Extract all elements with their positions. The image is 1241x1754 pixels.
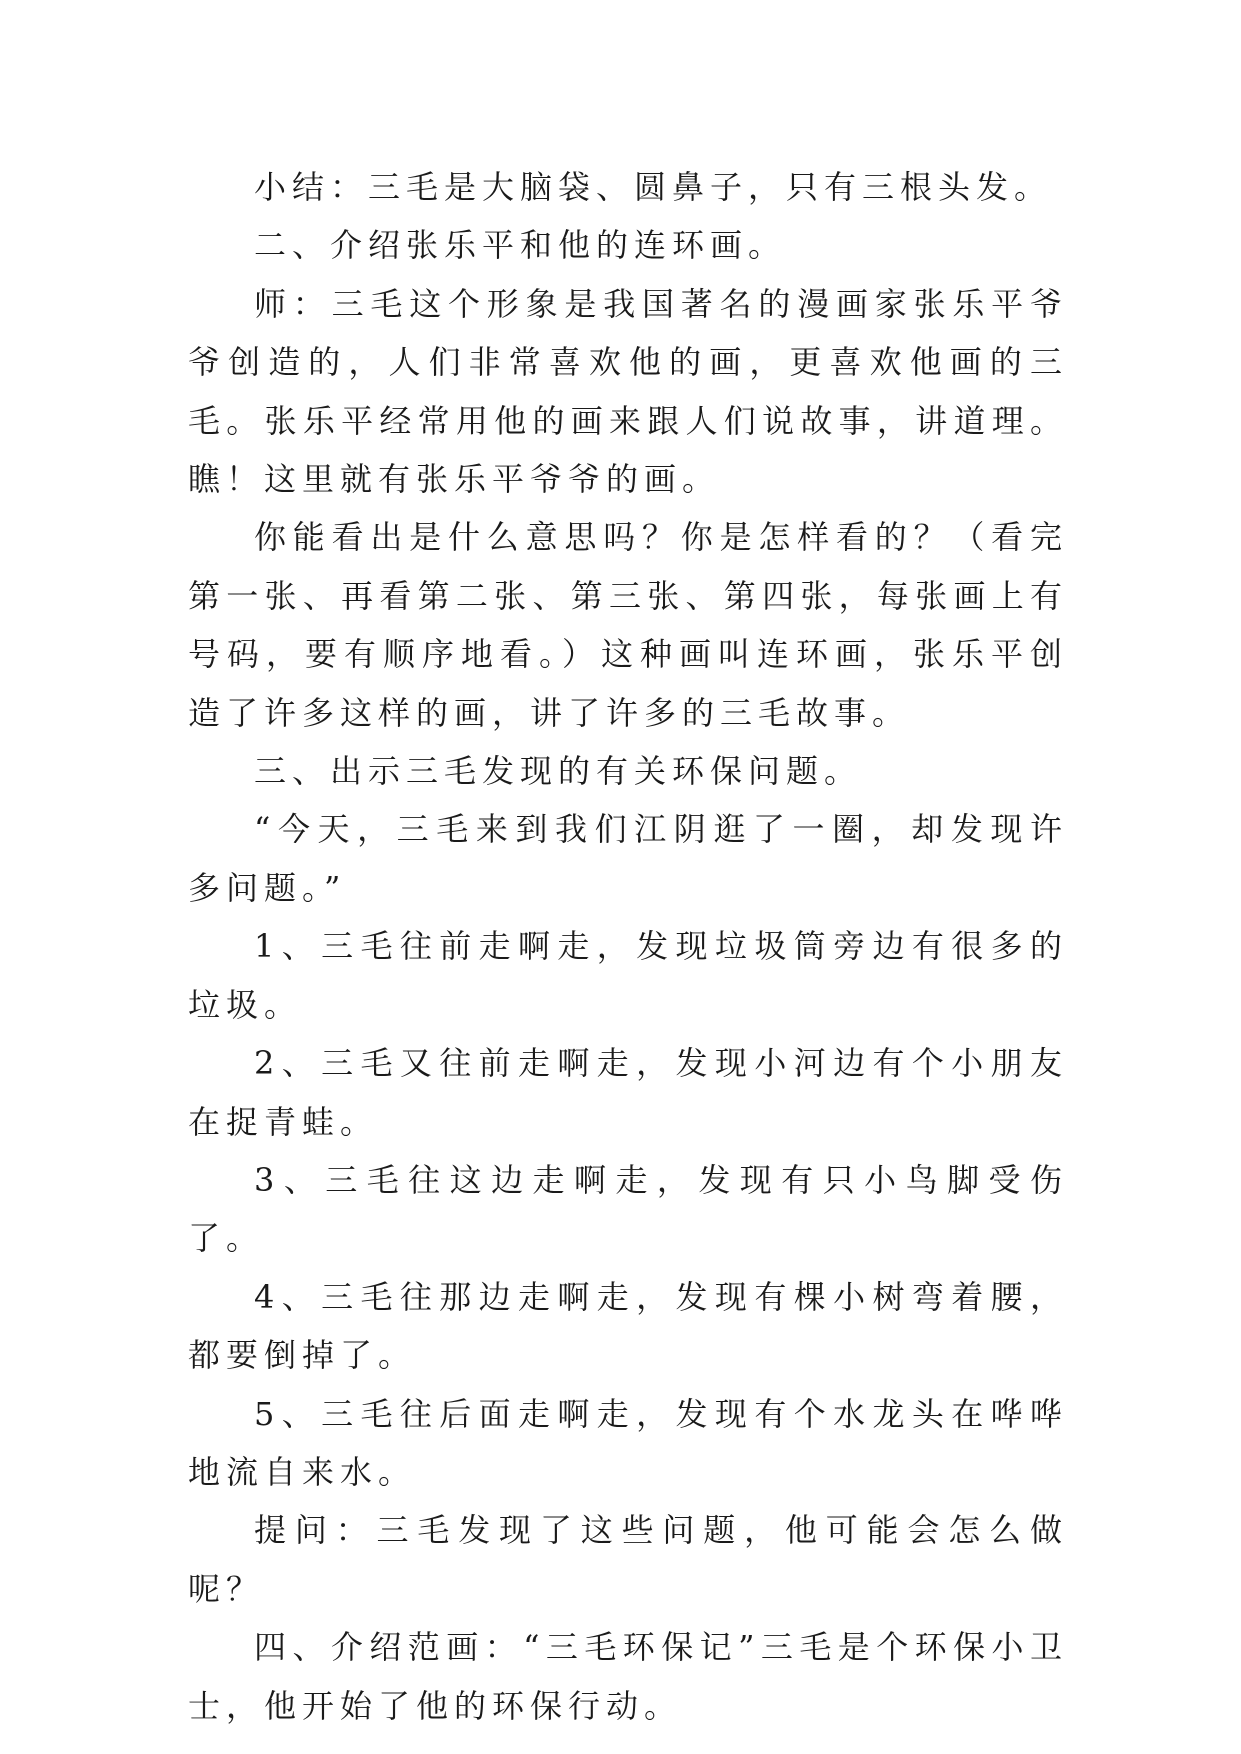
paragraph-item-1: 1、三毛往前走啊走，发现垃圾筒旁边有很多的垃圾。 xyxy=(188,927,1068,1024)
paragraph-item-3: 3、三毛往这边走啊走，发现有只小鸟脚受伤了。 xyxy=(188,1160,1068,1258)
paragraph-section-four-heading: 四、介绍范画：“三毛环保记”三毛是个环保小卫士，他开始了他的环保行动。 xyxy=(188,1628,1068,1725)
paragraph-section-three-heading: 三、出示三毛发现的有关环保问题。 xyxy=(254,752,863,791)
paragraph-question: 提问：三毛发现了这些问题，他可能会怎么做呢？ xyxy=(188,1511,1068,1608)
paragraph-comic-explanation: 你能看出是什么意思吗？你是怎样看的？（看完第一张、再看第二张、第三张、第四张，每张画上有号码，要有顺序地看。）这种画叫连环画，张乐平创造了许多这样的画，讲了许多的三毛故事。 xyxy=(188,518,1068,732)
paragraph-summary: 小结：三毛是大脑袋、圆鼻子，只有三根头发。 xyxy=(254,168,1053,206)
paragraph-quote: “今天，三毛来到我们江阴逛了一圈，却发现许多问题。” xyxy=(188,810,1068,907)
paragraph-item-4: 4、三毛往那边走啊走，发现有棵小树弯着腰，都要倒掉了。 xyxy=(188,1277,1068,1375)
paragraph-teacher-intro: 师：三毛这个形象是我国著名的漫画家张乐平爷爷创造的，人们非常喜欢他的画，更喜欢他画的三毛。张乐平经常用他的画来跟人们说故事，讲道理。瞧！这里就有张乐平爷爷的画。 xyxy=(188,284,1068,499)
paragraph-item-5: 5、三毛往后面走啊走，发现有个水龙头在哗哗地流自来水。 xyxy=(188,1394,1068,1491)
paragraph-item-2: 2、三毛又往前走啊走，发现小河边有个小朋友在捉青蛙。 xyxy=(188,1044,1068,1141)
document-body xyxy=(188,158,1068,1735)
paragraph-section-two-heading: 二、介绍张乐平和他的连环画。 xyxy=(254,226,787,265)
